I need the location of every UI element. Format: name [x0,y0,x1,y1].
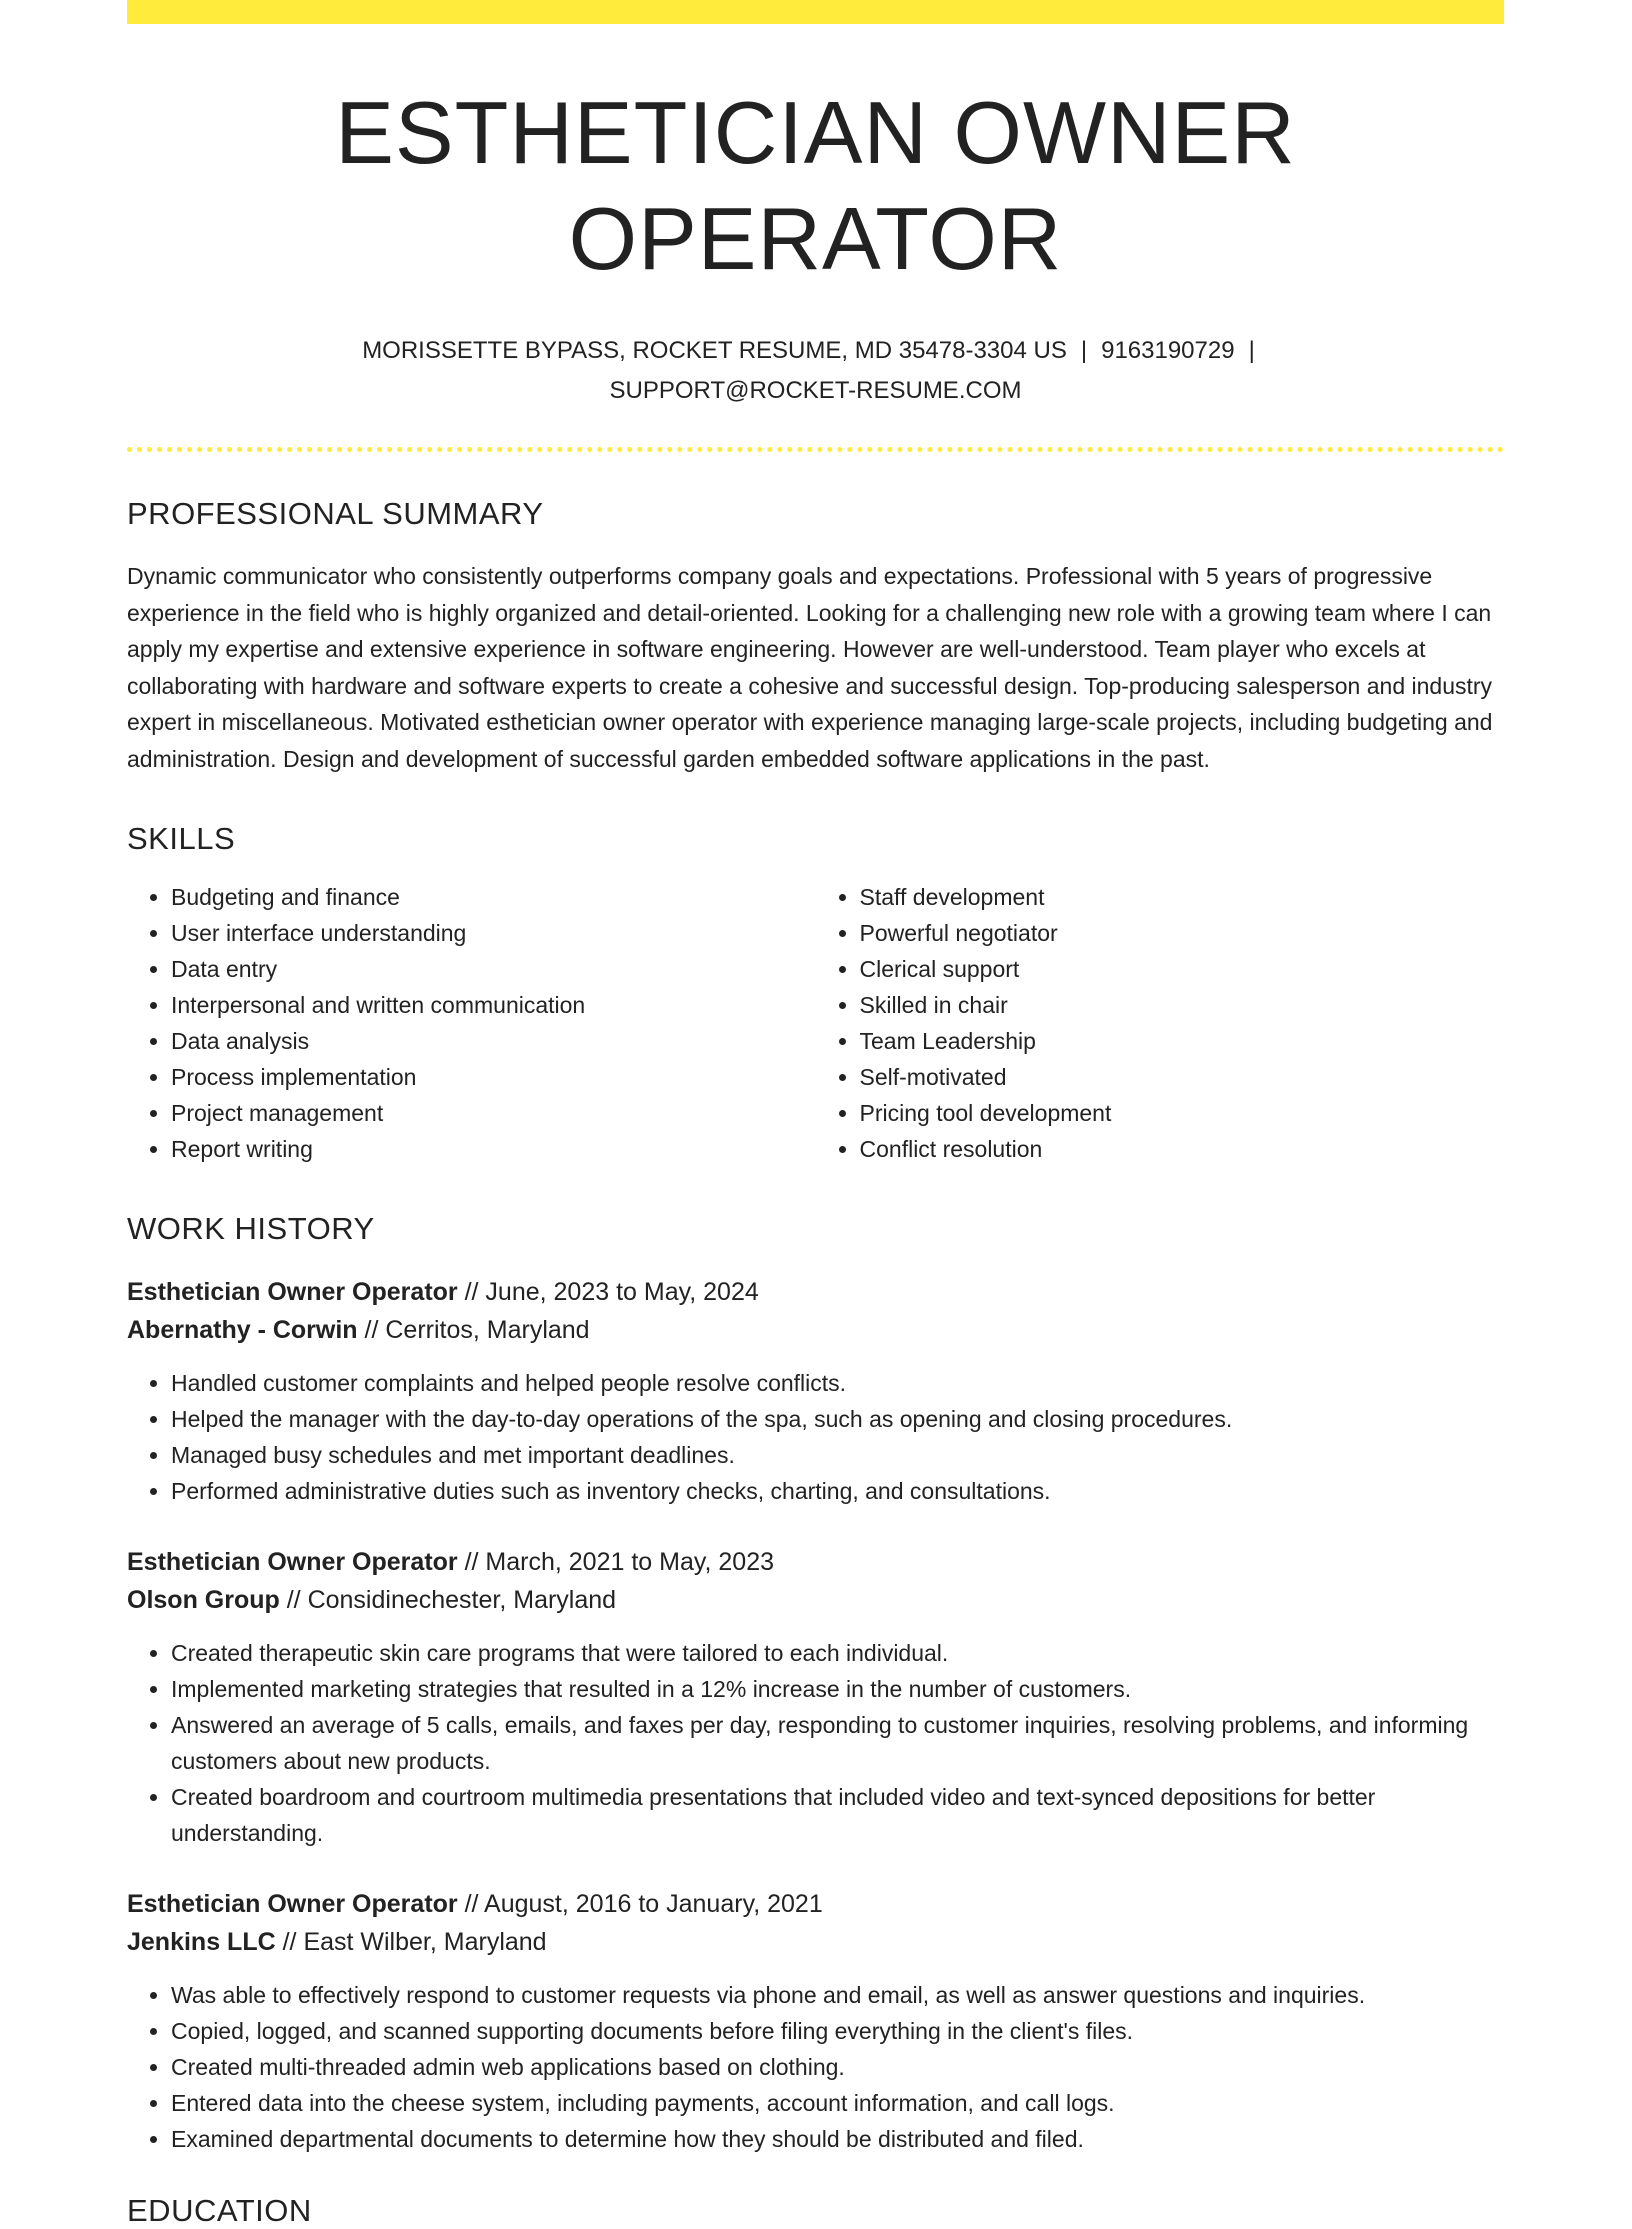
job-bullets [127,1365,1504,1509]
summary-heading: PROFESSIONAL SUMMARY [127,496,544,532]
job-bullet: • Helped the manager with the day-to-day operations of the spa, such as opening and closing procedures. [171,1401,1504,1437]
job-company-line [127,1923,1504,1961]
contact-separator: | [1080,337,1088,365]
contact-address: MORISSETTE BYPASS, ROCKET RESUME, MD 35478-3304 US [362,337,1067,365]
job-location: // East Wilber, Maryland [275,1928,547,1957]
job-entry [127,1543,1504,1851]
contact-info [316,331,1316,411]
job-location: // Considinechester, Maryland [279,1586,617,1615]
job-entry [127,1273,1504,1509]
accent-bar [127,0,1504,24]
job-bullet: • Created multi-threaded admin web applications based on clothing. [171,2049,1504,2085]
skill-item: • Staff development [860,879,1505,915]
skill-item: • Project management [171,1095,816,1131]
job-bullet: • Copied, logged, and scanned supporting documents before filing everything in the client's files. [171,2013,1504,2049]
job-bullet: • Handled customer complaints and helped people resolve conflicts. [171,1365,1504,1401]
job-bullet: • Implemented marketing strategies that resulted in a 12% increase in the number of customers. [171,1671,1504,1707]
skill-item: • Data entry [171,951,816,987]
skill-item: • Data analysis [171,1023,816,1059]
contact-separator: | [1248,337,1255,365]
job-bullet: • Answered an average of 5 calls, emails, and faxes per day, responding to customer inquiries, resolving problems, and informing customers about new products. [171,1707,1504,1779]
job-location: // Cerritos, Maryland [357,1316,590,1345]
job-company-line [127,1581,1504,1619]
resume-page [127,0,1504,2229]
job-bullet: • Was able to effectively respond to customer requests via phone and email, as well as answer questions and inquiries. [171,1977,1504,2013]
job-dates: // March, 2021 to May, 2023 [457,1548,775,1577]
job-entry [127,1885,1504,2157]
skills-heading: SKILLS [127,821,236,857]
job-title-line [127,1543,1504,1581]
skill-item: • Conflict resolution [860,1131,1505,1167]
summary-text: Dynamic communicator who consistently outperforms company goals and expectations. Professional with 5 years of progressive experience in the field who is highly organized and detail-oriented. Looking for a challenging new role with a growing team where I can apply my expertise and extensive experience in software engineering. However are well-understood. Team player who excels at collaborating with hardware and software experts to create a cohesive and successful design. Top-producing salesperson and industry expert in miscellaneous. Motivated esthetician owner operator with experience managing large-scale projects, including budgeting and administration. Design and development of successful garden embedded software applications in the past. [127,563,1493,772]
job-company: Olson Group [127,1586,280,1615]
job-bullet: • Created therapeutic skin care programs that were tailored to each individual. [171,1635,1504,1671]
skill-item: • Powerful negotiator [860,915,1505,951]
job-bullet: • Entered data into the cheese system, including payments, account information, and call logs. [171,2085,1504,2121]
skill-item: • Skilled in chair [860,987,1505,1023]
dotted-divider [127,447,1504,452]
job-bullet: • Managed busy schedules and met important deadlines. [171,1437,1504,1473]
skill-item: • Report writing [171,1131,816,1167]
job-bullets [127,1977,1504,2157]
job-company: Jenkins LLC [127,1928,276,1957]
skill-item: • Clerical support [860,951,1505,987]
job-title-line [127,1885,1504,1923]
skill-item: • Process implementation [171,1059,816,1095]
skill-item: • User interface understanding [171,915,816,951]
skill-item: • Budgeting and finance [171,879,816,915]
job-bullet: • Examined departmental documents to determine how they should be distributed and filed. [171,2121,1504,2157]
job-company: Abernathy - Corwin [127,1316,358,1345]
contact-phone: 9163190729 [1101,337,1235,365]
job-dates: // August, 2016 to January, 2021 [457,1890,823,1919]
job-bullet: • Created boardroom and courtroom multimedia presentations that included video and text-synced depositions for better understanding. [171,1779,1504,1851]
skill-item: • Interpersonal and written communication [171,987,816,1023]
resume-title: ESTHETICIAN OWNER OPERATOR [335,83,1296,288]
job-role: Esthetician Owner Operator [127,1548,458,1577]
skills-column-right [816,879,1505,1167]
skill-item: • Pricing tool development [860,1095,1505,1131]
job-role: Esthetician Owner Operator [127,1278,458,1307]
skill-item: • Team Leadership [860,1023,1505,1059]
job-bullet: • Performed administrative duties such as inventory checks, charting, and consultations. [171,1473,1504,1509]
education-heading: EDUCATION [127,2193,312,2229]
job-bullets [127,1635,1504,1851]
job-company-line [127,1311,1504,1349]
work-history-heading: WORK HISTORY [127,1211,375,1247]
job-title-line [127,1273,1504,1311]
skills-column-left [127,879,816,1167]
skill-item: • Self-motivated [860,1059,1505,1095]
contact-email: SUPPORT@ROCKET-RESUME.COM [609,377,1022,405]
job-role: Esthetician Owner Operator [127,1890,458,1919]
skills-list [127,879,1504,1167]
job-dates: // June, 2023 to May, 2024 [457,1278,759,1307]
